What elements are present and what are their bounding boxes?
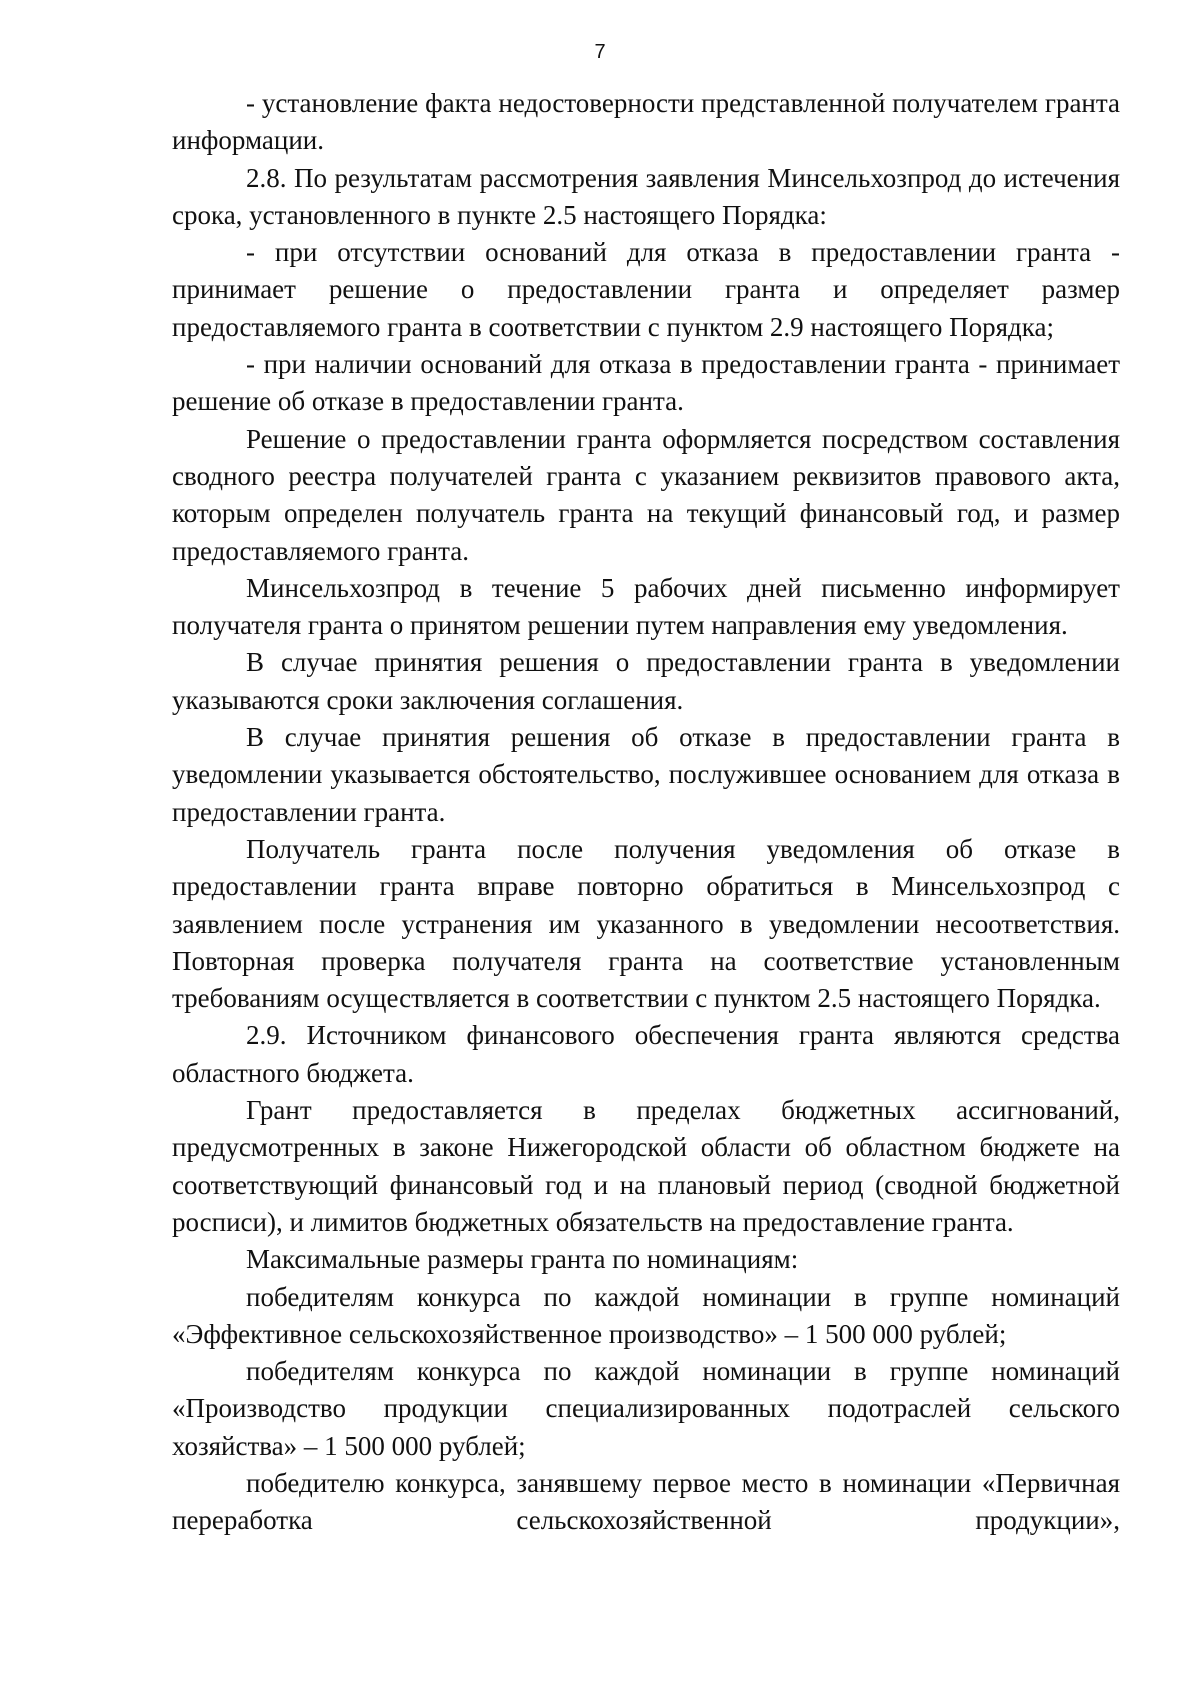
paragraph-notification: Минсельхозпрод в течение 5 рабочих дней письменно информирует получателя гранта о принятом решении путем направления ему уведомления. [172, 572, 1120, 641]
paragraph-agreement-terms: В случае принятия решения о предоставлении гранта в уведомлении указываются сроки заключения соглашения. [172, 647, 1120, 715]
paragraph-refusal-grounds: - при наличии оснований для отказа в предоставлении гранта - принимает решение об отказе в предоставлении гранта. [172, 349, 1120, 417]
paragraph-nomination-efficient-production: победителям конкурса по каждой номинации в группе номинаций «Эффективное сельскохозяйственное производство» – 1 500 000 рублей; [172, 1281, 1120, 1349]
paragraph-budget-limits: Грант предоставляется в пределах бюджетных ассигнований, предусмотренных в законе Нижегородской области об областном бюджете на соответствующий финансовый год и на плановый период (сводной бюджетной росписи), и лимитов бюджетных обязательств на предоставление гранта. [172, 1095, 1120, 1237]
paragraph-refusal-notice: В случае принятия решения об отказе в предоставлении гранта в уведомлении указывается обстоятельство, послужившее основанием для отказа в предоставлении гранта. [172, 722, 1120, 827]
paragraph-nomination-primary-processing: победителю конкурса, занявшему первое место в номинации «Первичная переработка сельскохозяйственной продукции», [172, 1467, 1120, 1536]
paragraph-2-8: 2.8. По результатам рассмотрения заявления Минсельхозпрод до истечения срока, установленного в пункте 2.5 настоящего Порядка: [172, 162, 1120, 230]
page-number: 7 [594, 41, 606, 63]
document-body [172, 85, 1120, 1540]
paragraph-decision-registry: Решение о предоставлении гранта оформляется посредством составления сводного реестра получателей гранта с указанием реквизитов правового акта, которым определен получатель гранта на текущий финансовый год, и размер предоставляемого гранта. [172, 423, 1120, 566]
paragraph-2-9: 2.9. Источником финансового обеспечения гранта являются средства областного бюджета. [172, 1020, 1120, 1088]
paragraph-nomination-specialized-subsectors: победителям конкурса по каждой номинации в группе номинаций «Производство продукции специализированных подотраслей сельского хозяйства» – 1 500 000 рублей; [172, 1356, 1120, 1461]
paragraph-reapplication: Получатель гранта после получения уведомления об отказе в предоставлении гранта вправе повторно обратиться в Минсельхозпрод с заявлением после устранения им указанного в уведомлении несоответствия. Повторная проверка получателя гранта на соответствие установленным требованиям осуществляется в соответствии с пунктом 2.5 настоящего Порядка. [172, 833, 1120, 1014]
paragraph-false-info: - установление факта недостоверности представленной получателем гранта информации. [172, 88, 1120, 156]
paragraph-no-refusal-grounds: - при отсутствии оснований для отказа в предоставлении гранта - принимает решение о предоставлении гранта и определяет размер предоставляемого гранта в соответствии с пунктом 2.9 настоящего Порядка; [172, 237, 1120, 342]
paragraph-max-grant-heading: Максимальные размеры гранта по номинациям: [246, 1244, 799, 1275]
